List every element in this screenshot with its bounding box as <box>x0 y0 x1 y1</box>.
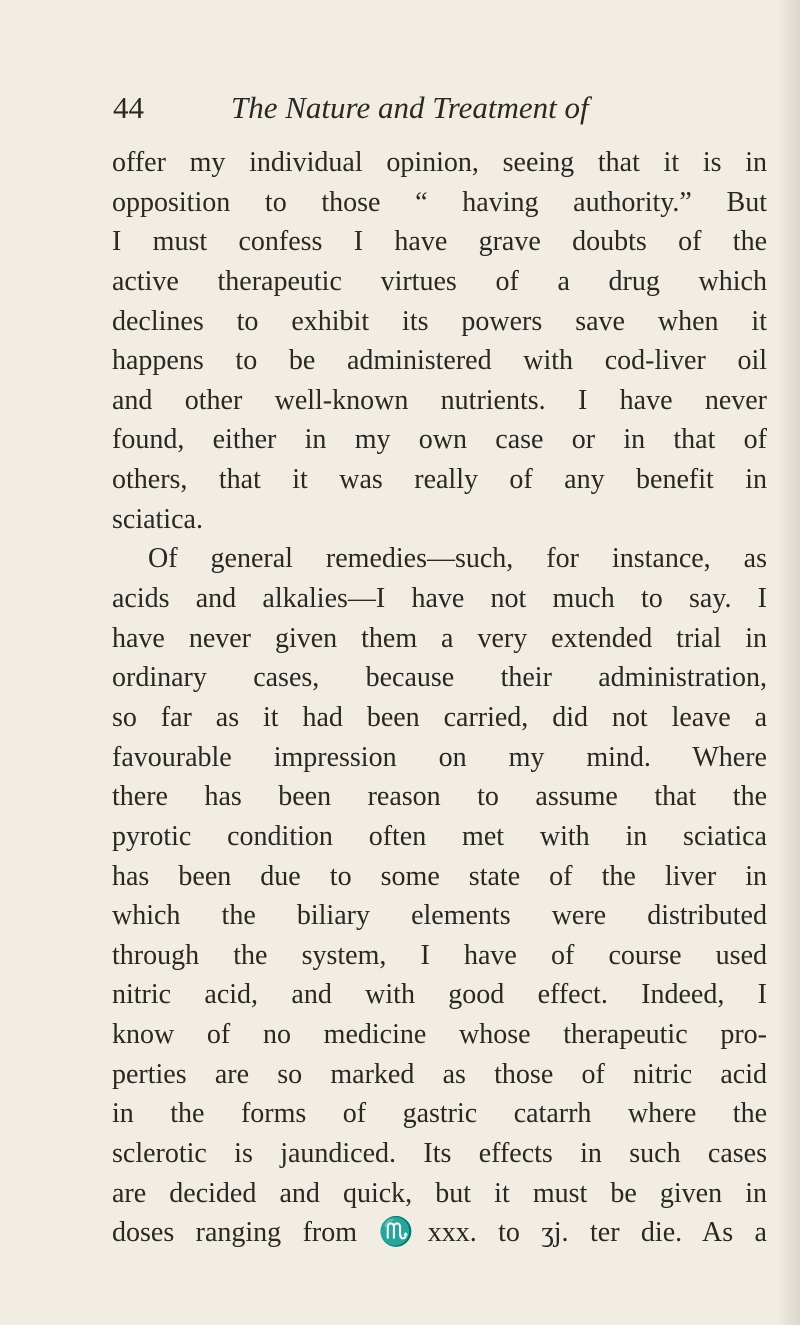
body-text <box>112 143 767 1253</box>
text-line: offer my individual opinion, seeing that it is in <box>112 147 767 178</box>
text-line: which the biliary elements were distributed <box>112 900 767 932</box>
text-line: sciatica. <box>112 503 203 535</box>
text-line: favourable impression on my mind. Where <box>112 741 767 773</box>
text-line: has been due to some state of the liver in <box>112 860 767 892</box>
text-line: found, either in my own case or in that of <box>112 424 767 456</box>
text-line: others, that it was really of any benefit in <box>112 464 767 496</box>
text-line: sclerotic is jaundiced. Its effects in such cases <box>112 1138 767 1170</box>
text-line: and other well-known nutrients. I have never <box>112 384 767 416</box>
text-line: have never given them a very extended trial in <box>112 622 767 654</box>
text-line: know of no medicine whose therapeutic pro- <box>112 1019 767 1051</box>
text-line: perties are so marked as those of nitric acid <box>112 1058 767 1090</box>
text-line: ordinary cases, because their administration, <box>112 662 767 694</box>
text-line: through the system, I have of course used <box>112 939 767 971</box>
text-line: declines to exhibit its powers save when it <box>112 305 767 337</box>
running-title: The Nature and Treatment of <box>231 90 589 125</box>
page-number: 44 <box>113 90 144 125</box>
text-line: acids and alkalies—I have not much to say. I <box>112 583 767 615</box>
text-line: happens to be administered with cod-liver oil <box>112 345 767 377</box>
text-line: pyrotic condition often met with in sciatica <box>112 820 767 852</box>
text-line: doses ranging from ♏xxx. to ʒj. ter die. As a <box>112 1217 767 1249</box>
text-line: nitric acid, and with good effect. Indeed, I <box>112 979 767 1011</box>
text-line: Of general remedies—such, for instance, as <box>148 543 767 575</box>
text-line: there has been reason to assume that the <box>112 781 767 813</box>
text-line: in the forms of gastric catarrh where the <box>112 1098 767 1130</box>
text-line: opposition to those “ having authority.” But <box>112 186 767 218</box>
text-line: are decided and quick, but it must be given in <box>112 1177 767 1209</box>
page-edge-shadow <box>778 0 800 1325</box>
text-line: I must confess I have grave doubts of the <box>112 226 767 258</box>
text-line: so far as it had been carried, did not leave a <box>112 701 767 733</box>
running-head <box>113 88 693 128</box>
text-line: active therapeutic virtues of a drug which <box>112 265 767 297</box>
